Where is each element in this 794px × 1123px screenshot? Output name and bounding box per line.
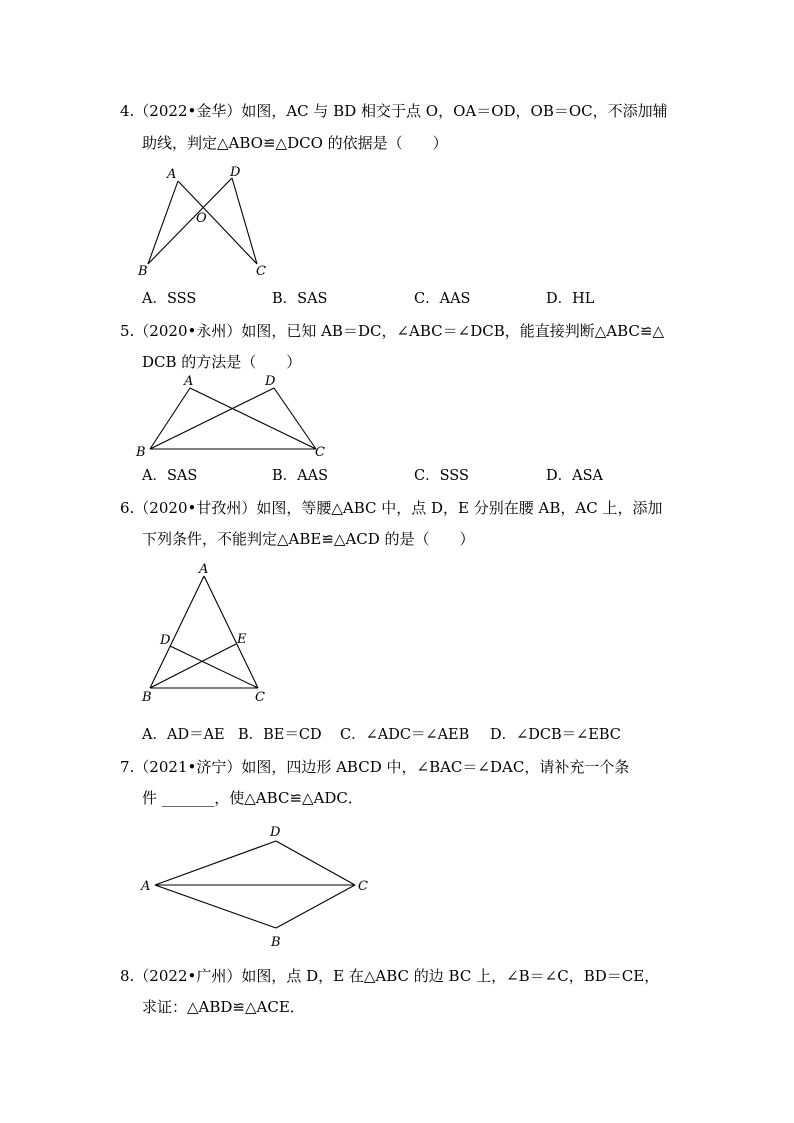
q5-label-a: A [184, 374, 194, 389]
q4-label-o: O [196, 211, 207, 226]
q5-segment-ac [190, 388, 316, 449]
q7-segment-ad [155, 841, 276, 885]
q4-line-2: 助线，判定△ABO≌△DCO 的依据是（ ） [142, 134, 448, 152]
q4-segment-db [148, 178, 232, 264]
q6-option-c: C．∠ADC＝∠AEB [340, 727, 470, 743]
q4-label-a: A [167, 167, 177, 182]
q5-option-c: C．SSS [414, 468, 469, 484]
q5-label-b: B [136, 445, 146, 460]
q6-label-a: A [199, 562, 209, 577]
q6-segment-dc [170, 646, 258, 688]
q6-label-e: E [237, 632, 247, 647]
q7-label-c: C [358, 879, 368, 894]
q5-line-2: DCB 的方法是（ ） [142, 353, 302, 371]
q7-segment-dc [276, 841, 355, 885]
q7-label-d: D [270, 825, 281, 840]
q4-label-b: B [138, 264, 148, 279]
q7-figure [130, 818, 380, 953]
q8-line-1: 8.（2022•广州）如图，点 D，E 在△ABC 的边 BC 上，∠B＝∠C，BD＝CE， [120, 967, 660, 985]
q4-label-d: D [230, 165, 241, 180]
q8-line-2: 求证：△ABD≌△ACE． [142, 998, 305, 1016]
q6-option-a: A．AD＝AE [142, 727, 225, 743]
q5-line-1: 5.（2020•永州）如图，已知 AB＝DC，∠ABC＝∠DCB，能直接判断△ABC≌△ [120, 322, 664, 340]
q7-segment-ab [155, 885, 276, 928]
q6-figure [130, 560, 280, 710]
q4-option-d: D．HL [546, 291, 595, 307]
q4-figure [130, 160, 280, 280]
q5-option-d: D．ASA [546, 468, 604, 484]
q6-line-2: 下列条件，不能判定△ABE≌△ACD 的是（ ） [142, 530, 475, 548]
q5-segment-ab [150, 388, 190, 449]
q6-option-d: D．∠DCB＝∠EBC [490, 727, 621, 743]
q6-segment-ac [204, 576, 258, 688]
q7-segment-bc [276, 885, 355, 928]
q5-option-b: B．AAS [272, 468, 329, 484]
q5-figure [130, 372, 340, 462]
q6-label-b: B [142, 690, 152, 705]
q7-label-a: A [141, 879, 151, 894]
q6-line-1: 6.（2020•甘孜州）如图，等腰△ABC 中，点 D，E 分别在腰 AB，AC 上，添加 [120, 499, 663, 517]
q4-segment-ab [148, 181, 178, 264]
q4-option-a: A．SSS [142, 291, 197, 307]
q6-segment-ab [150, 576, 204, 688]
q6-label-d: D [160, 633, 171, 648]
q6-segment-eb [150, 644, 236, 688]
q5-label-c: C [315, 445, 325, 460]
q6-label-c: C [255, 690, 265, 705]
q5-segment-db [150, 388, 274, 449]
q4-option-b: B．SAS [272, 291, 328, 307]
q7-label-b: B [271, 935, 281, 950]
q7-line-1: 7.（2021•济宁）如图，四边形 ABCD 中，∠BAC＝∠DAC，请补充一个条 [120, 758, 630, 776]
q7-line-2: 件 _______，使△ABC≌△ADC． [142, 789, 363, 807]
q5-option-a: A．SAS [142, 468, 198, 484]
q4-option-c: C．AAS [414, 291, 471, 307]
q5-label-d: D [265, 374, 276, 389]
q5-segment-dc [274, 388, 316, 449]
q4-line-1: 4.（2022•金华）如图，AC 与 BD 相交于点 O，OA＝OD，OB＝OC，不添加辅 [120, 102, 668, 120]
q4-label-c: C [256, 264, 266, 279]
q6-option-b: B．BE＝CD [238, 727, 322, 743]
